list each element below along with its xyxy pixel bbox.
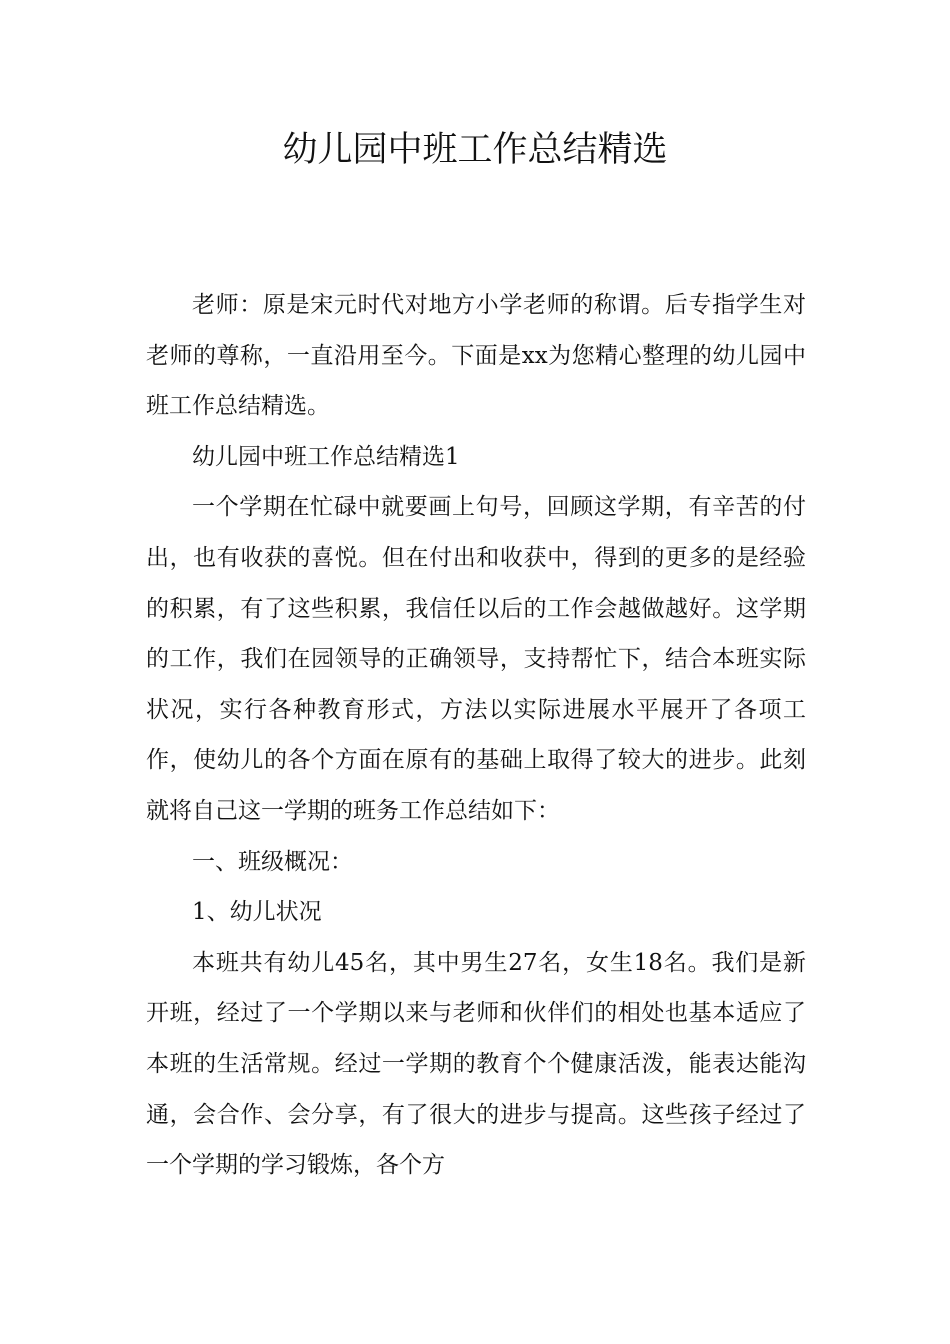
intro-paragraph: 老师：原是宋元时代对地方小学老师的称谓。后专指学生对老师的尊称，一直沿用至今。下面是xx为您精心整理的幼儿园中班工作总结精选。 bbox=[146, 292, 806, 420]
document-title: 幼儿园中班工作总结精选 bbox=[282, 130, 668, 170]
subheading-class-overview: 一、班级概况： bbox=[192, 848, 353, 875]
body-paragraph: 一个学期在忙碌中就要画上句号，回顾这学期，有辛苦的付出，也有收获的喜悦。但在付出和收获中，得到的更多的是经验的积累，有了这些积累，我信任以后的工作会越做越好。这学期的工作，我们在园领导的正确领导，支持帮忙下，结合本班实际状况，实行各种教育形式，方法以实际进展水平展开了各项工作，使幼儿的各个方面在原有的基础上取得了较大的进步。此刻就将自己这一学期的班务工作总结如下： bbox=[146, 494, 806, 824]
section-heading: 幼儿园中班工作总结精选1 bbox=[192, 443, 460, 470]
document-body bbox=[146, 280, 806, 1191]
body-paragraph: 本班共有幼儿45名，其中男生27名，女生18名。我们是新开班，经过了一个学期以来与老师和伙伴们的相处也基本适应了本班的生活常规。经过一学期的教育个个健康活泼，能表达能沟通，会合作、会分享，有了很大的进步与提高。这些孩子经过了一个学期的学习锻炼，各个方 bbox=[146, 949, 806, 1179]
subheading-children-status: 1、幼儿状况 bbox=[192, 899, 322, 926]
